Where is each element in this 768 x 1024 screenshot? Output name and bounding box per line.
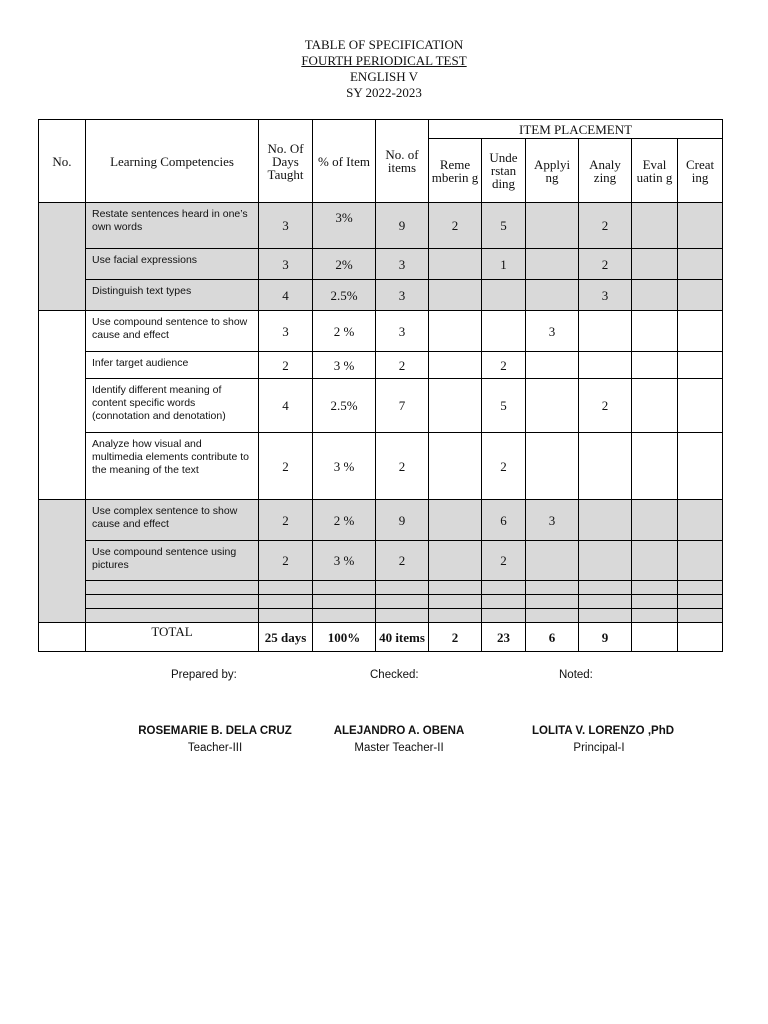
- noted-by-name: LOLITA V. LORENZO ,PhD: [531, 725, 675, 737]
- no-cell: [39, 203, 86, 311]
- analyzing-cell: [579, 500, 632, 541]
- creating-cell: [678, 433, 723, 500]
- understanding-cell: 5: [482, 379, 526, 433]
- table-row: [39, 433, 723, 500]
- no-cell: [39, 311, 86, 500]
- header-creating: Creat ing: [678, 139, 723, 203]
- empty-row: [39, 595, 723, 609]
- table-row: [39, 311, 723, 352]
- analyzing-cell: 3: [579, 280, 632, 311]
- empty-row: [39, 581, 723, 595]
- creating-cell: [678, 379, 723, 433]
- table-row: [39, 203, 723, 249]
- creating-cell: [678, 203, 723, 249]
- creating-cell: [678, 541, 723, 581]
- days-cell: 2: [259, 541, 313, 581]
- evaluating-cell: [632, 249, 678, 280]
- items-cell: 3: [376, 311, 429, 352]
- understanding-cell: 1: [482, 249, 526, 280]
- header-no: No.: [39, 120, 86, 203]
- competency-cell: Use facial expressions: [86, 249, 259, 280]
- items-cell: 9: [376, 500, 429, 541]
- evaluating-cell: [632, 203, 678, 249]
- analyzing-cell: 2: [579, 249, 632, 280]
- remembering-cell: [429, 249, 482, 280]
- remembering-cell: 2: [429, 203, 482, 249]
- subject-name: ENGLISH V: [349, 69, 418, 84]
- specification-table: [38, 119, 723, 652]
- remembering-cell: [429, 500, 482, 541]
- understanding-cell: 2: [482, 433, 526, 500]
- percent-cell: 3 %: [313, 352, 376, 379]
- percent-cell: 3 %: [313, 541, 376, 581]
- header-understanding: Unde rstan ding: [482, 139, 526, 203]
- understanding-cell: 5: [482, 203, 526, 249]
- applying-cell: [526, 249, 579, 280]
- header-item-placement: ITEM PLACEMENT: [429, 120, 723, 139]
- test-name: FOURTH PERIODICAL TEST: [301, 53, 467, 68]
- analyzing-cell: 2: [579, 203, 632, 249]
- doc-title: TABLE OF SPECIFICATION: [304, 37, 464, 52]
- total-days: 25 days: [259, 623, 313, 652]
- header-days: No. Of Days Taught: [259, 120, 313, 203]
- noted-label: Noted:: [559, 669, 593, 681]
- header-analyzing: Analy zing: [579, 139, 632, 203]
- applying-cell: 3: [526, 500, 579, 541]
- remembering-cell: [429, 379, 482, 433]
- competency-cell: Identify different meaning of content specific words (connotation and denotation): [86, 379, 259, 433]
- table-row: [39, 541, 723, 581]
- applying-cell: [526, 433, 579, 500]
- applying-cell: [526, 280, 579, 311]
- remembering-cell: [429, 352, 482, 379]
- creating-cell: [678, 311, 723, 352]
- total-creating: [678, 623, 723, 652]
- total-evaluating: [632, 623, 678, 652]
- total-percent: 100%: [313, 623, 376, 652]
- total-row: [39, 623, 723, 652]
- evaluating-cell: [632, 379, 678, 433]
- percent-cell: 2.5%: [313, 280, 376, 311]
- items-cell: 7: [376, 379, 429, 433]
- checked-label: Checked:: [370, 669, 419, 681]
- competency-cell: Use compound sentence to show cause and effect: [86, 311, 259, 352]
- percent-cell: 3%: [313, 203, 376, 249]
- evaluating-cell: [632, 280, 678, 311]
- competency-cell: Use complex sentence to show cause and effect: [86, 500, 259, 541]
- percent-cell: 2 %: [313, 500, 376, 541]
- items-cell: 2: [376, 352, 429, 379]
- days-cell: 4: [259, 280, 313, 311]
- applying-cell: [526, 203, 579, 249]
- days-cell: 3: [259, 249, 313, 280]
- header-applying: Applyi ng: [526, 139, 579, 203]
- days-cell: 3: [259, 311, 313, 352]
- items-cell: 2: [376, 433, 429, 500]
- creating-cell: [678, 249, 723, 280]
- total-understanding: 23: [482, 623, 526, 652]
- items-cell: 2: [376, 541, 429, 581]
- evaluating-cell: [632, 433, 678, 500]
- no-cell: [39, 623, 86, 652]
- analyzing-cell: [579, 352, 632, 379]
- total-applying: 6: [526, 623, 579, 652]
- understanding-cell: [482, 280, 526, 311]
- creating-cell: [678, 280, 723, 311]
- no-cell: [39, 500, 86, 623]
- days-cell: 2: [259, 500, 313, 541]
- prepared-by-title: Teacher-III: [187, 742, 243, 754]
- checked-by-title: Master Teacher-II: [354, 742, 444, 754]
- school-year: SY 2022-2023: [346, 85, 422, 100]
- remembering-cell: [429, 433, 482, 500]
- document-header: [0, 37, 768, 101]
- analyzing-cell: [579, 433, 632, 500]
- total-remembering: 2: [429, 623, 482, 652]
- remembering-cell: [429, 311, 482, 352]
- remembering-cell: [429, 541, 482, 581]
- header-remembering: Reme mberin g: [429, 139, 482, 203]
- percent-cell: 2 %: [313, 311, 376, 352]
- table-row: [39, 379, 723, 433]
- header-competencies: Learning Competencies: [86, 120, 259, 203]
- applying-cell: [526, 352, 579, 379]
- checked-by-name: ALEJANDRO A. OBENA: [333, 725, 465, 737]
- total-label: TOTAL: [86, 623, 259, 652]
- competency-cell: Analyze how visual and multimedia elements contribute to the meaning of the text: [86, 433, 259, 500]
- competency-cell: Use compound sentence using pictures: [86, 541, 259, 581]
- analyzing-cell: [579, 311, 632, 352]
- header-percent: % of Item: [313, 120, 376, 203]
- evaluating-cell: [632, 311, 678, 352]
- days-cell: 2: [259, 433, 313, 500]
- applying-cell: [526, 541, 579, 581]
- understanding-cell: 2: [482, 352, 526, 379]
- evaluating-cell: [632, 541, 678, 581]
- applying-cell: [526, 379, 579, 433]
- table-row: [39, 352, 723, 379]
- applying-cell: 3: [526, 311, 579, 352]
- header-items: No. of items: [376, 120, 429, 203]
- table-row: [39, 500, 723, 541]
- header-evaluating: Eval uatin g: [632, 139, 678, 203]
- competency-cell: Distinguish text types: [86, 280, 259, 311]
- prepared-by-name: ROSEMARIE B. DELA CRUZ: [138, 725, 292, 737]
- creating-cell: [678, 352, 723, 379]
- evaluating-cell: [632, 500, 678, 541]
- prepared-by-label: Prepared by:: [171, 669, 237, 681]
- competency-cell: Restate sentences heard in one’s own words: [86, 203, 259, 249]
- percent-cell: 2.5%: [313, 379, 376, 433]
- days-cell: 2: [259, 352, 313, 379]
- understanding-cell: [482, 311, 526, 352]
- percent-cell: 3 %: [313, 433, 376, 500]
- table-row: [39, 280, 723, 311]
- analyzing-cell: 2: [579, 379, 632, 433]
- items-cell: 3: [376, 280, 429, 311]
- percent-cell: 2%: [313, 249, 376, 280]
- total-analyzing: 9: [579, 623, 632, 652]
- noted-by-title: Principal-I: [573, 742, 625, 754]
- analyzing-cell: [579, 541, 632, 581]
- empty-row: [39, 609, 723, 623]
- items-cell: 9: [376, 203, 429, 249]
- table-row: [39, 249, 723, 280]
- creating-cell: [678, 500, 723, 541]
- days-cell: 3: [259, 203, 313, 249]
- items-cell: 3: [376, 249, 429, 280]
- evaluating-cell: [632, 352, 678, 379]
- total-items: 40 items: [376, 623, 429, 652]
- competency-cell: Infer target audience: [86, 352, 259, 379]
- understanding-cell: 6: [482, 500, 526, 541]
- remembering-cell: [429, 280, 482, 311]
- days-cell: 4: [259, 379, 313, 433]
- understanding-cell: 2: [482, 541, 526, 581]
